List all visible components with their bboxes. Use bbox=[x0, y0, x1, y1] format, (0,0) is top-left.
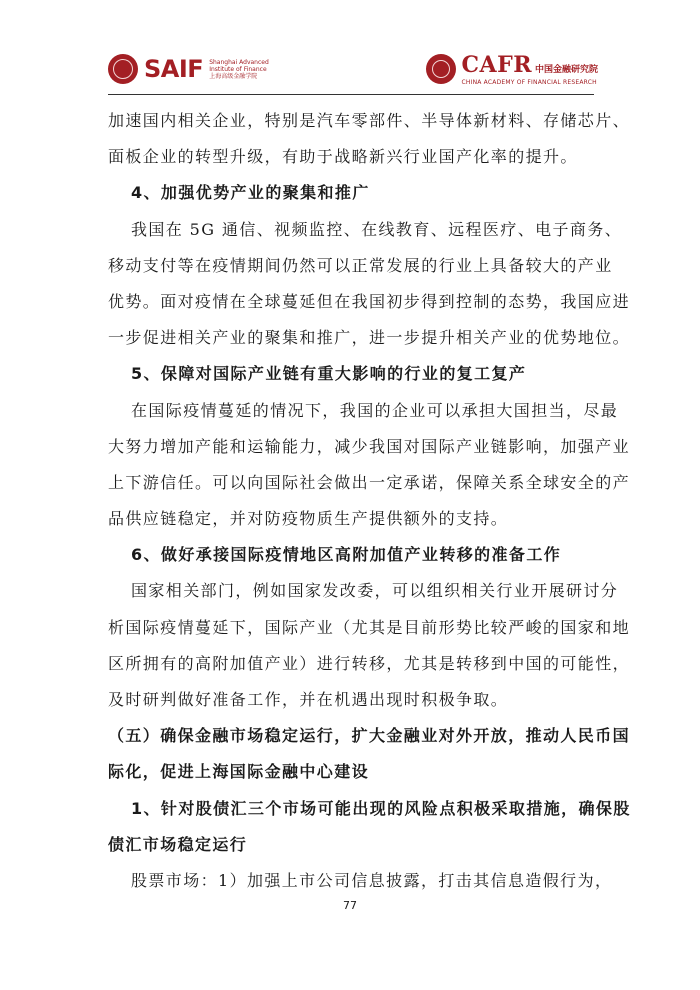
saif-seal-icon bbox=[108, 54, 138, 84]
body-line: 大努力增加产能和运输能力，减少我国对国际产业链影响，加强产业 bbox=[108, 436, 631, 456]
body-line: 在国际疫情蔓延的情况下，我国的企业可以承担大国担当，尽最 bbox=[131, 400, 619, 420]
saif-sub-en-1: Shanghai Advanced bbox=[209, 58, 269, 66]
subsection-heading-1: 1、针对股债汇三个市场可能出现的风险点积极采取措施，确保股 bbox=[131, 798, 631, 818]
saif-sub-cn: 上海高级金融学院 bbox=[209, 72, 258, 80]
body-line: 加速国内相关企业，特别是汽车零部件、半导体新材料、存储芯片、 bbox=[108, 111, 631, 130]
body-line: 面板企业的转型升级，有助于战略新兴行业国产化率的提升。 bbox=[108, 147, 578, 167]
body-line: 优势。面对疫情在全球蔓延但在我国初步得到控制的态势，我国应进 bbox=[108, 291, 631, 311]
saif-logo-subtitle bbox=[209, 59, 273, 80]
page-header bbox=[0, 0, 700, 100]
cafr-logo-cn: 中国金融研究院 bbox=[534, 65, 598, 75]
body-line: 股票市场：1）加强上市公司信息披露，打击其信息造假行为， bbox=[131, 870, 613, 890]
chapter-heading-5-cont: 际化，促进上海国际金融中心建设 bbox=[108, 762, 370, 782]
page-number: 77 bbox=[343, 899, 357, 912]
subsection-heading-1-cont: 债汇市场稳定运行 bbox=[108, 834, 248, 854]
cafr-seal-icon bbox=[426, 54, 456, 84]
cafr-logo-top bbox=[462, 52, 599, 78]
header-divider bbox=[108, 94, 594, 95]
body-line: 我国在 5G 通信、视频监控、在线教育、远程医疗、电子商务、 bbox=[131, 219, 623, 239]
page-body bbox=[108, 103, 631, 899]
cafr-logo-en: CHINA ACADEMY OF FINANCIAL RESEARCH bbox=[461, 79, 597, 86]
cafr-logo bbox=[426, 52, 599, 86]
body-line: 区所拥有的高附加值产业）进行转移，尤其是转移到中国的可能性， bbox=[108, 653, 631, 673]
chapter-heading-5: （五）确保金融市场稳定运行，扩大金融业对外开放，推动人民币国 bbox=[108, 726, 631, 746]
section-heading-6: 6、做好承接国际疫情地区高附加值产业转移的准备工作 bbox=[131, 545, 562, 565]
body-line: 上下游信任。可以向国际社会做出一定承诺，保障关系全球安全的产 bbox=[108, 472, 631, 492]
body-line: 及时研判做好准备工作，并在机遇出现时积极争取。 bbox=[108, 690, 509, 709]
body-line: 国家相关部门，例如国家发改委，可以组织相关行业开展研讨分 bbox=[131, 581, 619, 601]
saif-logo-text: SAIF bbox=[144, 55, 204, 83]
body-line: 移动支付等在疫情期间仍然可以正常发展的行业上具备较大的产业 bbox=[108, 255, 613, 275]
cafr-logo-text: CAFR bbox=[461, 52, 532, 78]
cafr-logo-text-group bbox=[462, 52, 599, 86]
body-line: 一步促进相关产业的聚集和推广，进一步提升相关产业的优势地位。 bbox=[108, 328, 631, 348]
section-heading-4: 4、加强优势产业的聚集和推广 bbox=[131, 183, 370, 203]
saif-sub-en-2: Institute of Finance bbox=[209, 65, 267, 73]
section-heading-5: 5、保障对国际产业链有重大影响的行业的复工复产 bbox=[131, 364, 527, 384]
saif-logo bbox=[108, 52, 273, 86]
body-line: 析国际疫情蔓延下，国际产业（尤其是目前形势比较严峻的国家和地 bbox=[108, 617, 631, 637]
body-line: 品供应链稳定，并对防疫物质生产提供额外的支持。 bbox=[108, 509, 509, 529]
